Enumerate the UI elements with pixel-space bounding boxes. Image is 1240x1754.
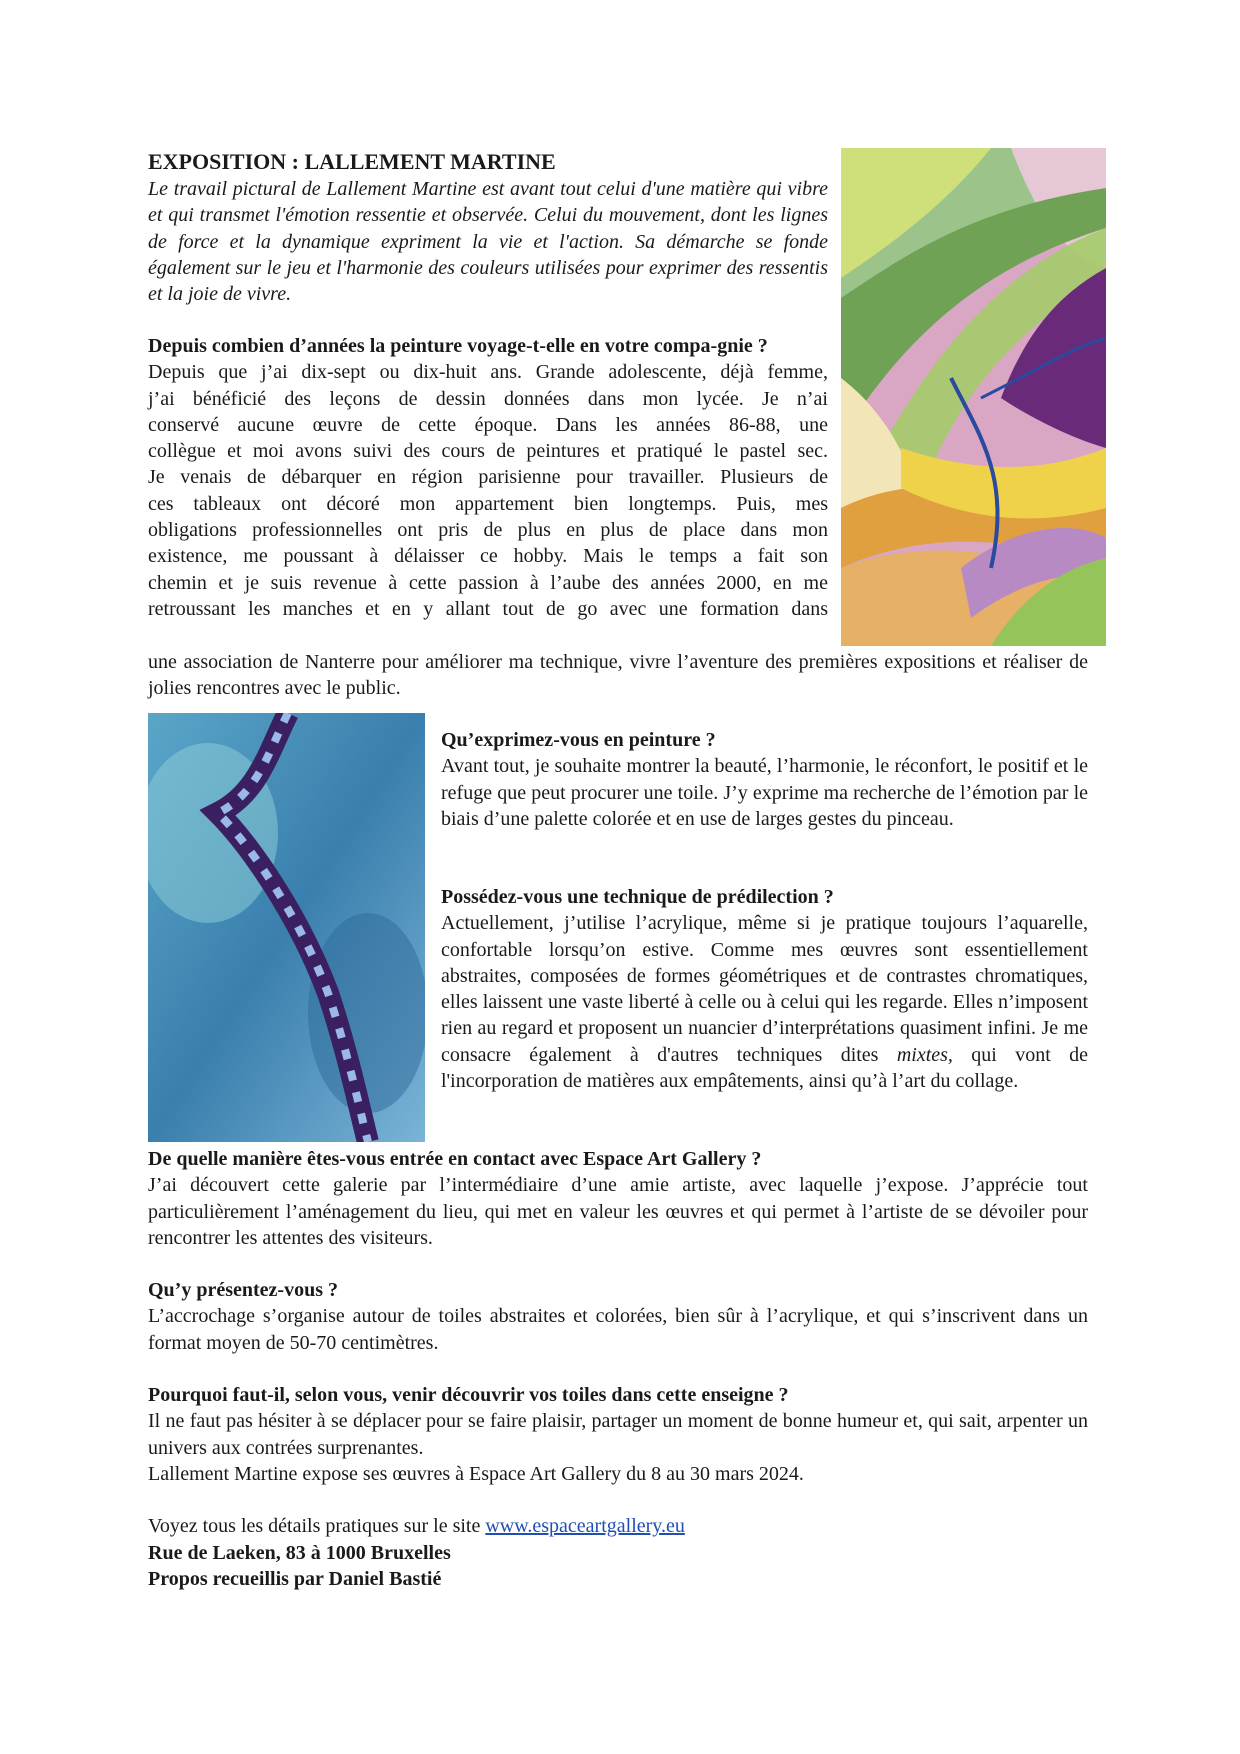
answer-2: Avant tout, je souhaite montrer la beauté, l’harmonie, le réconfort, le positif et le refuge que peut procurer une toile. J’y exprime ma recherche de l’émotion par le biais d’une palette colorée et en use de larges gestes du pinceau. [441,755,1088,830]
answer-3-text-end: qui vont de l'incorporation de matières aux empâtements, ainsi qu’à l’art du collage. [441,1043,1088,1093]
answer-1-line: chemin et je suis revenue à cette passion à l’aube des années 2000, en me [148,571,828,594]
answer-3-text: Actuellement, j’utilise l’acrylique, même si je pratique toujours l’aquarelle, confortable lorsqu’on estive. Comme mes œuvres sont essentiellement abstraites, composées de formes géométriques et de contrastes chromatiques, elles laissent une vaste liberté à celle ou à celui qui les regarde. Elles n’imposent rien au regard et proposent un nuancier d’interprétations quasiment infini. Je me consacre également à d'autres techniques dites [441,912,1088,1066]
answer-1-line: collègue et moi avons suivi des cours de peintures et pratiqué le pastel sec. [148,440,828,463]
website-link[interactable]: www.espaceartgallery.eu [485,1515,685,1538]
answer-1-line: j’ai bénéficié des leçons de dessin données dans mon lycée. Je n’ai [148,387,828,410]
exhibit-dates: Lallement Martine expose ses œuvres à Espace Art Gallery du 8 au 30 mars 2024. [148,1462,804,1485]
answer-1-line: Je venais de débarquer en région parisienne pour travailler. Plusieurs de [148,466,828,489]
answer-1-line: existence, me poussant à délaisser ce hobby. Mais le temps a fait son [148,545,828,568]
page-title: EXPOSITION : LALLEMENT MARTINE [148,149,556,174]
details-prefix: Voyez tous les détails pratiques sur le site [148,1515,481,1538]
intro-text: Le travail pictural de Lallement Martine est avant tout celui d'une matière qui vibre et qui transmet l'émotion ressentie et observée. Celui du mouvement, dont les lignes de force et la dynamique expriment la vie et l'action. Sa démarche se fonde également sur le jeu et l'harmonie des couleurs utilisées pour exprimer des ressentis et la joie de vivre. [148,178,828,306]
q3-block [441,884,1088,1094]
answer-3 [441,910,1088,1094]
answer-1-line: Depuis que j’ai dix-sept ou dix-huit ans. Grande adolescente, déjà femme, [148,361,828,384]
question-4: De quelle manière êtes-vous entrée en contact avec Espace Art Gallery ? [148,1148,762,1170]
answer-3-emphasis: mixtes, [896,1043,953,1066]
intro-block [148,148,828,307]
answer-5: L’accrochage s’organise autour de toiles abstraites et colorées, bien sûr à l’acrylique, et qui s’inscrivent dans un format moyen de 50-70 centimètres. [148,1305,1088,1354]
question-6: Pourquoi faut-il, selon vous, venir découvrir vos toiles dans cette enseigne ? [148,1384,789,1407]
q1-block [148,333,828,622]
question-5: Qu’y présentez-vous ? [148,1279,338,1302]
answer-4: J’ai découvert cette galerie par l’intermédiaire d’une amie artiste, avec laquelle j’expose. J’apprécie tout particulièrement l’aménagement du lieu, qui met en valeur les œuvres et qui permet à l’artiste de se dévoiler pour rencontrer les attentes des visiteurs. [148,1174,1088,1249]
question-1: Depuis combien d’années la peinture voyage-t-elle en votre compa-gnie ? [148,335,768,357]
answer-1-line: conservé aucune œuvre de cette époque. Dans les années 86-88, une [148,413,828,436]
answer-1-line: retroussant les manches et en y allant tout de go avec une formation dans [148,597,828,620]
address: Rue de Laeken, 83 à 1000 Bruxelles [148,1541,451,1564]
q1-tail-block [148,649,1088,702]
question-3: Possédez-vous une technique de prédilection ? [441,886,834,908]
answer-1-lines [148,359,828,622]
details-line [148,1513,1088,1539]
credit: Propos recueillis par Daniel Bastié [148,1567,442,1590]
q2-block [441,727,1088,832]
question-2: Qu’exprimez-vous en peinture ? [441,729,716,751]
painting-abstract-colorful [841,148,1106,646]
answer-6: Il ne faut pas hésiter à se déplacer pour se faire plaisir, partager un moment de bonne humeur et, qui sait, arpenter un univers aux contrées surprenantes. [148,1410,1088,1459]
painting-abstract-blue [148,713,425,1142]
answer-1-line: ces tableaux ont décoré mon appartement bien longtemps. Puis, mes [148,492,828,515]
answer-1-line: obligations professionnelles ont pris de plus en plus de place dans mon [148,519,828,542]
lower-block [148,1146,1088,1592]
answer-1-tail: une association de Nanterre pour améliorer ma technique, vivre l’aventure des premières expositions et réaliser de jolies rencontres avec le public. [148,651,1088,700]
